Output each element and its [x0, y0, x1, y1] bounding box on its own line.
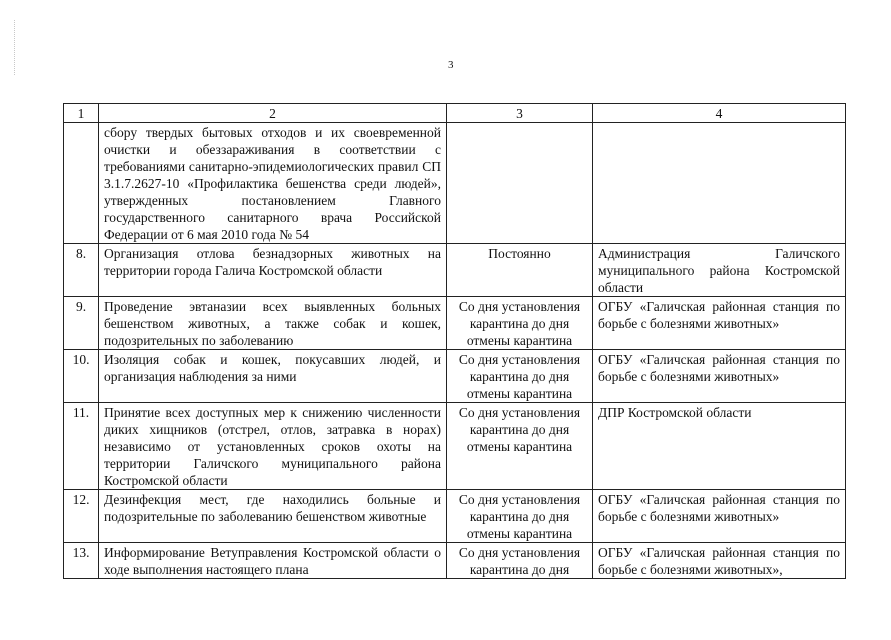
time-cell	[447, 490, 593, 543]
time-text: Со дня установления карантина до дня отмены карантина	[458, 492, 581, 541]
row-number-text: 12.	[72, 492, 90, 507]
time-cell	[447, 123, 593, 244]
row-number-text: 11.	[72, 405, 90, 420]
table-row	[64, 297, 846, 350]
task-text: Дезинфекция мест, где находились больные и подозрительные по заболеванию бешенством животные	[104, 492, 441, 524]
header-cell: 4	[593, 104, 846, 123]
executor-cell	[593, 123, 846, 244]
time-text: Со дня установления карантина до дня отмены карантина	[458, 299, 581, 348]
header-cell: 3	[447, 104, 593, 123]
time-cell	[447, 350, 593, 403]
page-number: 3	[448, 59, 454, 71]
executor-cell	[593, 350, 846, 403]
executor-text: ДПР Костромской области	[598, 405, 752, 420]
table-row	[64, 244, 846, 297]
task-cell	[99, 490, 447, 543]
row-number-text: 9.	[75, 299, 87, 314]
time-cell	[447, 403, 593, 490]
task-text: Информирование Ветуправления Костромской области о ходе выполнения настоящего плана	[104, 545, 441, 577]
executor-text: Администрация Галичского муниципального района Костромской области	[598, 246, 840, 295]
executor-text: ОГБУ «Галичская районная станция по борьбе с болезнями животных»,	[598, 545, 840, 577]
row-number-text: 10.	[72, 352, 90, 367]
row-number-text	[69, 124, 93, 243]
executor-text: ОГБУ «Галичская районная станция по борьбе с болезнями животных»	[598, 299, 840, 331]
executor-cell	[593, 244, 846, 297]
executor-text	[598, 124, 840, 243]
task-text: сбору твердых бытовых отходов и их своевременной очистки и обеззараживания в соответствии с требованиями санитарно-эпидемиологических правил СП 3.1.7.2627-10 «Профилактика бешенства среди людей», утвержденных постановлением Главного государственного санитарного врача Российской Федерации от 6 мая 2010 года № 54	[104, 125, 441, 242]
time-cell	[447, 244, 593, 297]
time-text: Со дня установления карантина до дня отмены карантина	[458, 352, 581, 401]
task-text: Изоляция собак и кошек, покусавших людей, и организация наблюдения за ними	[104, 352, 441, 384]
plan-table	[63, 103, 846, 579]
row-number	[64, 403, 99, 490]
table-row	[64, 350, 846, 403]
time-text: Постоянно	[488, 246, 551, 261]
task-cell	[99, 543, 447, 579]
table-row	[64, 123, 846, 244]
row-number-text: 8.	[75, 246, 87, 261]
table-row	[64, 543, 846, 579]
executor-cell	[593, 490, 846, 543]
time-text: Со дня установления карантина до дня отмены карантина	[458, 405, 581, 454]
table-header-row	[64, 104, 846, 123]
executor-cell	[593, 403, 846, 490]
header-cell: 1	[64, 104, 99, 123]
row-number	[64, 543, 99, 579]
task-cell	[99, 403, 447, 490]
task-text: Организация отлова безнадзорных животных на территории города Галича Костромской области	[104, 246, 441, 278]
table-row	[64, 403, 846, 490]
row-number-text: 13.	[72, 545, 90, 560]
task-text: Принятие всех доступных мер к снижению численности диких хищников (отстрел, отлов, затравка в норах) независимо от установленных сроков охоты на территории Галичского муниципального района Костромской области	[104, 405, 441, 488]
time-cell	[447, 297, 593, 350]
executor-cell	[593, 297, 846, 350]
time-text: Со дня установления карантина до дня	[458, 545, 581, 577]
executor-cell	[593, 543, 846, 579]
executor-text: ОГБУ «Галичская районная станция по борьбе с болезнями животных»	[598, 492, 840, 524]
row-number	[64, 244, 99, 297]
table-row	[64, 490, 846, 543]
time-cell	[447, 543, 593, 579]
task-cell	[99, 123, 447, 244]
task-cell	[99, 297, 447, 350]
task-text: Проведение эвтаназии всех выявленных больных бешенством животных, а также собак и кошек, подозрительных по заболеванию	[104, 299, 441, 348]
row-number	[64, 123, 99, 244]
task-cell	[99, 350, 447, 403]
row-number	[64, 297, 99, 350]
scan-edge-mark	[14, 20, 16, 75]
time-text	[452, 124, 587, 243]
task-cell	[99, 244, 447, 297]
executor-text: ОГБУ «Галичская районная станция по борьбе с болезнями животных»	[598, 352, 840, 384]
row-number	[64, 350, 99, 403]
row-number	[64, 490, 99, 543]
header-cell: 2	[99, 104, 447, 123]
